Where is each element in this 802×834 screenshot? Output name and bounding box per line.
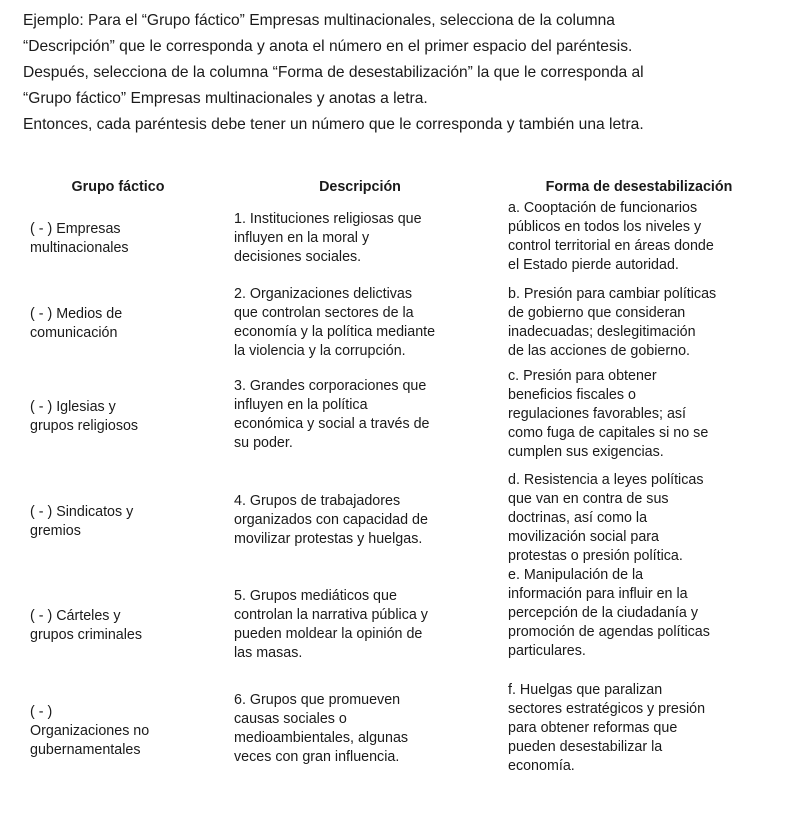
descripcion-line: 4. Grupos de trabajadores: [234, 493, 401, 509]
grupo-cell[interactable]: [30, 220, 210, 258]
grupo-line: ( - ) Iglesias y: [30, 399, 116, 415]
header-grupo-factico: Grupo fáctico: [71, 179, 165, 195]
descripcion-line: su poder.: [234, 435, 293, 451]
descripcion-cell: [234, 285, 486, 361]
forma-line: economía.: [508, 758, 575, 774]
instruction-line: “Descripción” que le corresponda y anota el número en el primer espacio del paréntesis.: [23, 38, 633, 55]
forma-line: doctrinas, así como la: [508, 510, 648, 526]
descripcion-line: influyen en la política: [234, 397, 368, 413]
grupo-line: Organizaciones no: [30, 723, 150, 739]
forma-line: información para influir en la: [508, 586, 688, 602]
forma-line: protestas o presión política.: [508, 548, 683, 564]
grupo-line: comunicación: [30, 325, 118, 341]
grupo-cell[interactable]: [30, 305, 210, 343]
descripcion-line: causas sociales o: [234, 711, 347, 727]
forma-cell: [508, 199, 770, 275]
forma-cell: [508, 566, 770, 661]
grupo-line: ( - ): [30, 704, 53, 720]
forma-cell: [508, 367, 770, 462]
instruction-line: Ejemplo: Para el “Grupo fáctico” Empresas multinacionales, selecciona de la columna: [23, 12, 615, 29]
forma-line: control territorial en áreas donde: [508, 238, 714, 254]
descripcion-line: 1. Instituciones religiosas que: [234, 211, 422, 227]
grupo-cell[interactable]: [30, 503, 210, 541]
descripcion-line: movilizar protestas y huelgas.: [234, 531, 423, 547]
instruction-line: Después, selecciona de la columna “Forma de desestabilización” la que le corresponda al: [23, 64, 644, 81]
forma-line: c. Presión para obtener: [508, 368, 657, 384]
forma-line: pueden desestabilizar la: [508, 739, 663, 755]
forma-line: de gobierno que consideran: [508, 305, 686, 321]
forma-line: que van en contra de sus: [508, 491, 669, 507]
grupo-line: grupos religiosos: [30, 418, 139, 434]
descripcion-line: 2. Organizaciones delictivas: [234, 286, 413, 302]
forma-line: promoción de agendas políticas: [508, 624, 710, 640]
grupo-line: ( - ) Sindicatos y: [30, 504, 134, 520]
descripcion-cell: [234, 691, 486, 767]
forma-line: sectores estratégicos y presión: [508, 701, 706, 717]
descripcion-line: economía y la política mediante: [234, 324, 436, 340]
grupo-cell[interactable]: [30, 607, 210, 645]
header-forma-desestabilizacion: Forma de desestabilización: [545, 179, 733, 195]
header-descripcion: Descripción: [319, 179, 401, 195]
forma-line: a. Cooptación de funcionarios: [508, 200, 698, 216]
forma-line: cumplen sus exigencias.: [508, 444, 664, 460]
grupo-line: grupos criminales: [30, 627, 143, 643]
instruction-line: Entonces, cada paréntesis debe tener un número que le corresponda y también una letra.: [23, 116, 644, 133]
forma-line: públicos en todos los niveles y: [508, 219, 702, 235]
forma-line: para obtener reformas que: [508, 720, 678, 736]
descripcion-line: decisiones sociales.: [234, 249, 362, 265]
grupo-line: gubernamentales: [30, 742, 141, 758]
descripcion-line: 6. Grupos que promueven: [234, 692, 401, 708]
grupo-line: gremios: [30, 523, 81, 539]
grupo-line: ( - ) Medios de: [30, 306, 123, 322]
descripcion-line: organizados con capacidad de: [234, 512, 428, 528]
forma-cell: [508, 471, 770, 566]
descripcion-line: medioambientales, algunas: [234, 730, 409, 746]
forma-line: como fuga de capitales si no se: [508, 425, 709, 441]
descripcion-cell: [234, 492, 486, 549]
forma-line: particulares.: [508, 643, 586, 659]
descripcion-line: veces con gran influencia.: [234, 749, 400, 765]
descripcion-line: pueden moldear la opinión de: [234, 626, 423, 642]
descripcion-line: influyen en la moral y: [234, 230, 370, 246]
grupo-line: ( - ) Cárteles y: [30, 608, 121, 624]
forma-line: d. Resistencia a leyes políticas: [508, 472, 704, 488]
grupo-cell[interactable]: [30, 398, 210, 436]
grupo-line: multinacionales: [30, 240, 129, 256]
descripcion-cell: [234, 377, 486, 453]
forma-line: el Estado pierde autoridad.: [508, 257, 679, 273]
descripcion-line: 3. Grandes corporaciones que: [234, 378, 427, 394]
instructions: [23, 8, 783, 138]
descripcion-line: que controlan sectores de la: [234, 305, 414, 321]
descripcion-line: las masas.: [234, 645, 303, 661]
forma-line: movilización social para: [508, 529, 659, 545]
instruction-line: “Grupo fáctico” Empresas multinacionales y anotas a letra.: [23, 90, 428, 107]
descripcion-line: controlan la narrativa pública y: [234, 607, 428, 623]
forma-line: e. Manipulación de la: [508, 567, 644, 583]
forma-line: regulaciones favorables; así: [508, 406, 687, 422]
grupo-cell[interactable]: [30, 703, 210, 760]
forma-line: f. Huelgas que paralizan: [508, 682, 663, 698]
descripcion-cell: [234, 210, 486, 267]
forma-line: percepción de la ciudadanía y: [508, 605, 698, 621]
forma-cell: [508, 681, 770, 776]
forma-line: de las acciones de gobierno.: [508, 343, 691, 359]
descripcion-line: económica y social a través de: [234, 416, 430, 432]
forma-line: inadecuadas; deslegitimación: [508, 324, 696, 340]
forma-line: b. Presión para cambiar políticas: [508, 286, 717, 302]
descripcion-line: 5. Grupos mediáticos que: [234, 588, 397, 604]
forma-line: beneficios fiscales o: [508, 387, 636, 403]
grupo-line: ( - ) Empresas: [30, 221, 121, 237]
forma-cell: [508, 285, 770, 361]
descripcion-line: la violencia y la corrupción.: [234, 343, 406, 359]
descripcion-cell: [234, 587, 486, 663]
